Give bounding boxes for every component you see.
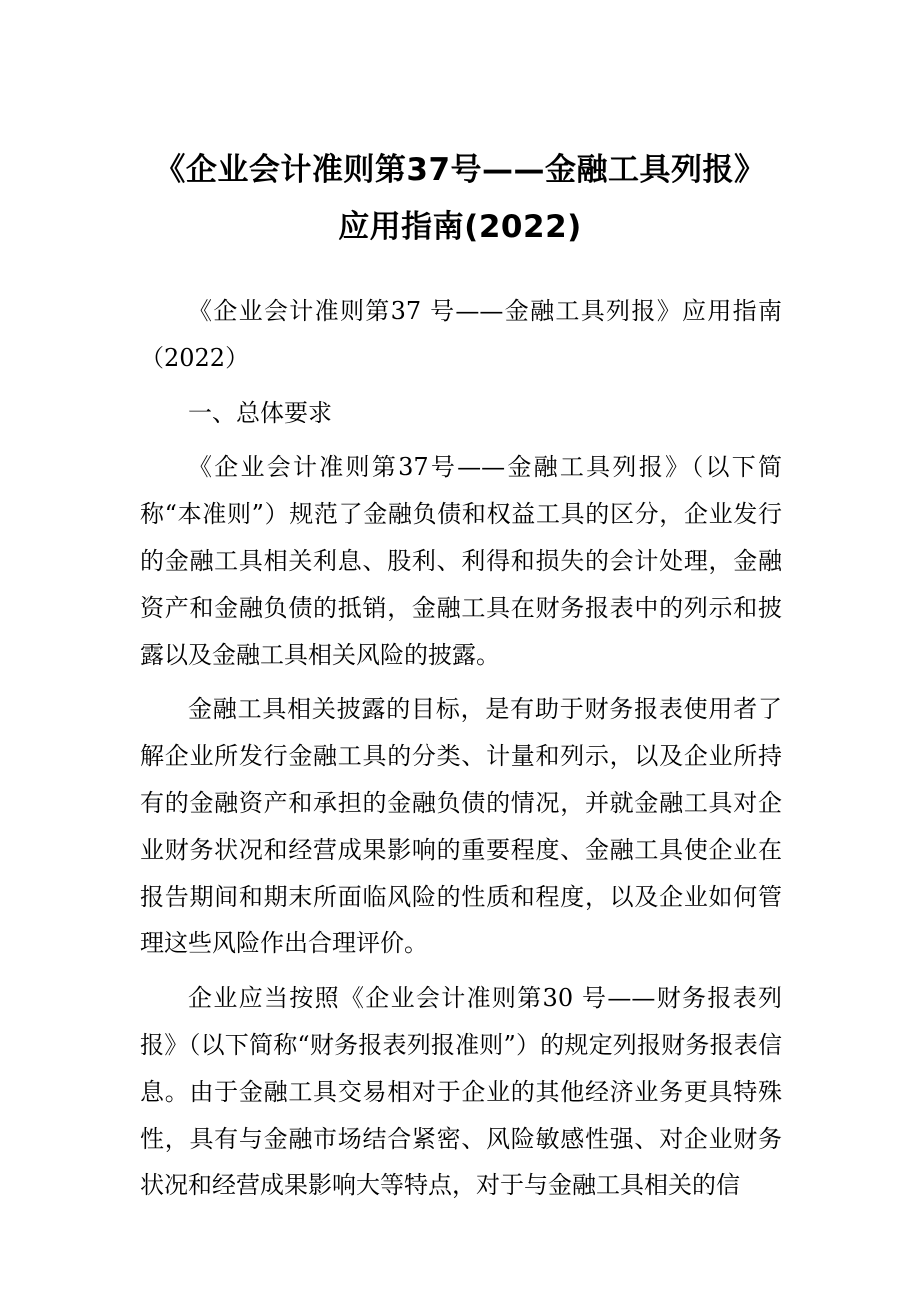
subtitle-paragraph: 《企业会计准则第37 号——金融工具列报》应用指南（2022） [140,297,782,372]
body-paragraph: 企业应当按照《企业会计准则第30 号——财务报表列报》（以下简称“财务报表列报准则”）的规定列报财务报表信息。由于金融工具交易相对于企业的其他经济业务更具特殊性，具有与金融市场结合紧密、风险敏感性强、对企业财务状况和经营成果影响大等特点，对于与金融工具相关的信 [140,984,782,1200]
document-title-line-1: 《企业会计准则第37号——金融工具列报》 [154,152,766,188]
body-paragraph: 金融工具相关披露的目标，是有助于财务报表使用者了解企业所发行金融工具的分类、计量和列示，以及企业所持有的金融资产和承担的金融负债的情况，并就金融工具对企业财务状况和经营成果影响的重要程度、金融工具使企业在报告期间和期末所面临风险的性质和程度，以及企业如何管理这些风险作出合理评价。 [140,695,782,958]
document-body [140,288,782,1209]
document-title-line-2: 应用指南(2022) [338,209,582,245]
section-heading: 一、总体要求 [188,398,332,427]
body-paragraph: 《企业会计准则第37号——金融工具列报》（以下简称“本准则”）规范了金融负债和权益工具的区分，企业发行的金融工具相关利息、股利、利得和损失的会计处理，金融资产和金融负债的抵销，金融工具在财务报表中的列示和披露以及金融工具相关风险的披露。 [140,453,782,669]
